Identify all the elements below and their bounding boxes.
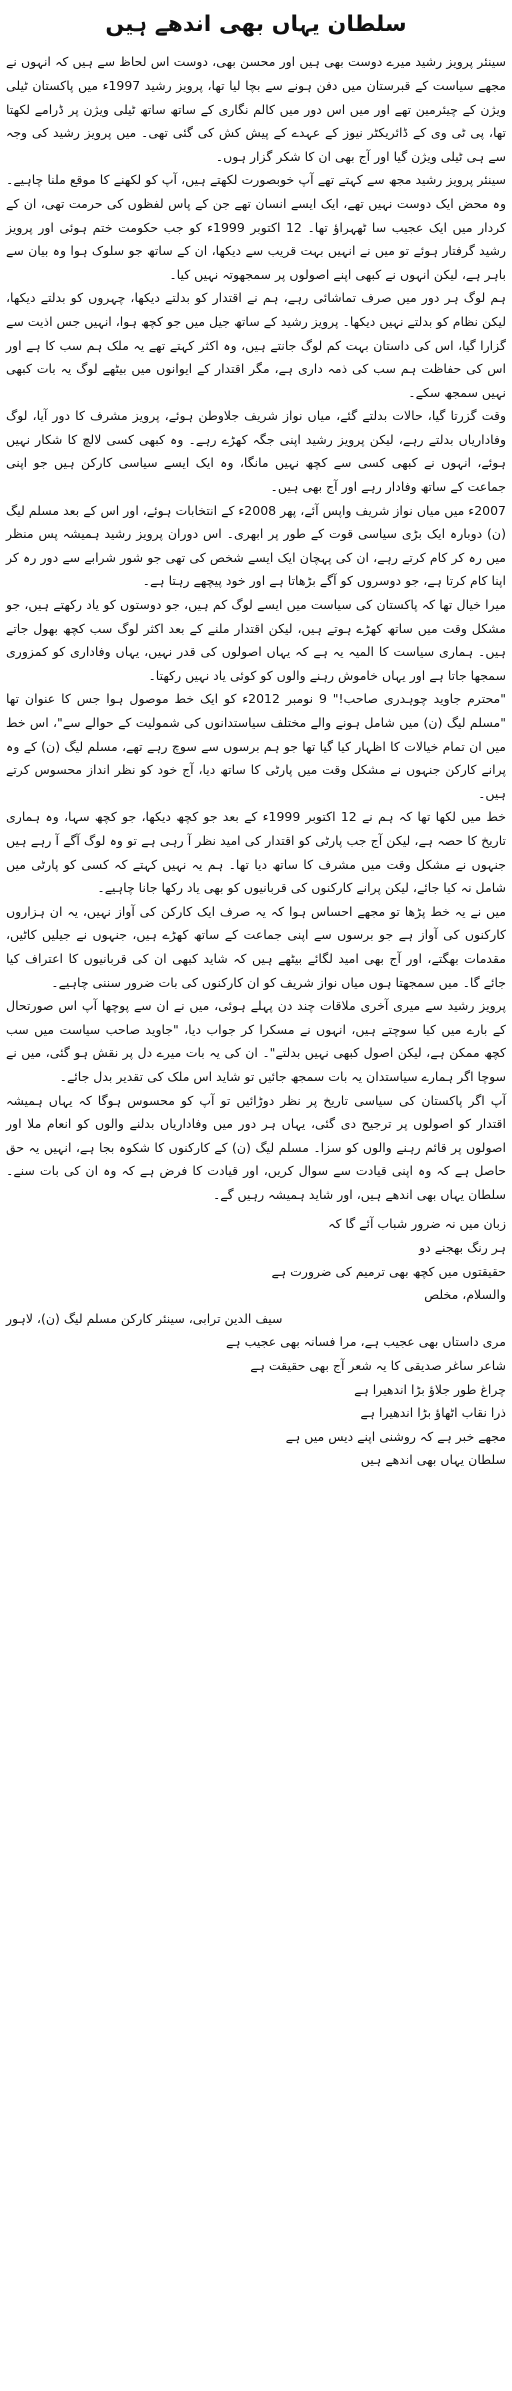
verse-line: والسلام، مخلص xyxy=(424,1287,506,1303)
closing-line: سلطان یہاں بھی اندھے ہیں xyxy=(360,1452,506,1468)
paragraph: آپ اگر پاکستان کی سیاسی تاریخ پر نظر دوڑائیں تو آپ کو محسوس ہوگا کہ یہاں ہمیشہ اقتدار کو اصولوں پر ترجیح دی گئی، یہاں ہر دور میں وفاداریاں بدلنے والوں کو انعام ملا اور اصولوں پر قائم رہنے والوں کو سزا۔ مسلم لیگ (ن) کے کارکنوں کا شکوہ بجا ہے، انہیں یہ حق حاصل ہے کہ وہ اپنی قیادت سے سوال کریں، اور قیادت کا فرض ہے کہ وہ ان کی بات سنے۔ سلطان یہاں بھی اندھے ہیں، اور شاید ہمیشہ رہیں گے۔ xyxy=(6,1092,506,1202)
article-headline: سلطان یہاں بھی اندھے ہیں xyxy=(105,12,407,37)
paragraph: پرویز رشید سے میری آخری ملاقات چند دن پہلے ہوئی، میں نے ان سے پوچھا آپ اس صورتحال کے بارے میں کیا سوچتے ہیں، انہوں نے مسکرا کر جواب دیا، "جاوید صاحب سیاست میں سب کچھ ممکن ہے، لیکن اصول کبھی نہیں بدلتے"۔ ان کی یہ بات میرے دل پر نقش ہو گئی، میں نے سوچا اگر ہمارے سیاستدان یہ بات سمجھ جائیں تو شاید اس ملک کی تقدیر بدل جائے۔ xyxy=(6,998,506,1084)
closing-line: مری داستاں بھی عجیب ہے، مرا فسانہ بھی عجیب ہے xyxy=(225,1334,506,1350)
closing-line: ذرا نقاب اٹھاؤ بڑا اندھیرا ہے xyxy=(360,1405,506,1421)
paragraph: ہم لوگ ہر دور میں صرف تماشائی رہے، ہم نے اقتدار کو بدلتے دیکھا، چہروں کو بدلتے دیکھا، لیکن نظام کو بدلتے نہیں دیکھا۔ پرویز رشید کے ساتھ جیل میں جو کچھ ہوا، انہیں جس اذیت سے گزارا گیا، اس کی داستان بہت کم لوگ جانتے ہیں، وہ اکثر کہتے تھے یہ ملک ہم سب کا ہے اور اس کی حفاظت ہم سب کی ذمہ داری ہے، مگر اقتدار کے ایوانوں میں بیٹھے لوگ یہ بات کبھی نہیں سمجھ سکے۔ xyxy=(6,290,506,400)
letter-signature: سیف الدین ترابی، سینئر کارکن مسلم لیگ (ن)، لاہور xyxy=(6,1310,283,1326)
paragraph: سینئر پرویز رشید مجھ سے کہتے تھے آپ خوبصورت لکھتے ہیں، آپ کو لکھنے کا موقع ملنا چاہیے۔ وہ محض ایک دوست نہیں تھے، ایک ایسے انسان تھے جن کے پاس لفظوں کی حرمت تھی، ان کے کردار میں ایک عجیب سا ٹھہراؤ تھا۔ 12 اکتوبر 1999ء کو جب حکومت ختم ہوئی اور پرویز رشید گرفتار ہوئے تو میں نے انہیں بہت قریب سے دیکھا، ان کے ساتھ جو سلوک ہوا وہ بیان سے باہر ہے، لیکن انہوں نے کبھی اپنے اصولوں پر سمجھوتہ نہیں کیا۔ xyxy=(6,172,506,282)
verse-line: ہر رنگ بھجنے دو xyxy=(419,1240,506,1256)
paragraph: "محترم جاوید چوہدری صاحب!" 9 نومبر 2012ء کو ایک خط موصول ہوا جس کا عنوان تھا "مسلم لیگ (ن) میں شامل ہونے والے مختلف سیاستدانوں کی شمولیت کے حوالے سے"، اس خط میں ان تمام خیالات کا اظہار کیا گیا تھا جو ہم برسوں سے سوچ رہے تھے، مسلم لیگ (ن) کے وہ پرانے کارکن جنہوں نے مشکل وقت میں پارٹی کا ساتھ دیا، آج خود کو نظر انداز محسوس کرتے ہیں۔ xyxy=(6,691,506,801)
paragraph: سینئر پرویز رشید میرے دوست بھی ہیں اور محسن بھی، دوست اس لحاظ سے ہیں کہ انہوں نے مجھے سیاست کے قبرستان میں دفن ہونے سے بچا لیا تھا، پرویز رشید 1997ء میں پاکستان ٹیلی ویژن کے چیئرمین تھے اور میں اس دور میں کالم نگاری کے ساتھ ساتھ ٹیلی ویژن پر ڈرامے لکھتا تھا، پی ٹی وی کے ڈائریکٹر نیوز کے عہدے کے پیش کش کی گئی تھی۔ میں پرویز رشید کی وجہ سے ہی ٹیلی ویژن گیا اور آج بھی ان کا شکر گزار ہوں۔ xyxy=(6,54,506,164)
closing-line: مجھے خبر ہے کہ روشنی اپنے دیس میں ہے xyxy=(285,1428,506,1444)
verse-line: حقیقتوں میں کچھ بھی ترمیم کی ضرورت ہے xyxy=(271,1263,506,1279)
article-body xyxy=(6,50,506,1206)
paragraph: وقت گزرتا گیا، حالات بدلتے گئے، میاں نواز شریف جلاوطن ہوئے، پرویز مشرف کا دور آیا، لوگ وفاداریاں بدلتے رہے، لیکن پرویز رشید اپنی جگہ کھڑے رہے۔ وہ کبھی کسی لالچ کا شکار نہیں ہوئے، انہوں نے کبھی کسی سے کچھ نہیں مانگا، وہ ایک ایسے سیاسی کارکن ہیں جو اپنی جماعت کے ساتھ وفادار رہے اور آج بھی ہیں۔ xyxy=(6,408,506,495)
paragraph: خط میں لکھا تھا کہ ہم نے 12 اکتوبر 1999ء کے بعد جو کچھ دیکھا، جو کچھ سہا، وہ ہماری تاریخ کا حصہ ہے، لیکن آج جب پارٹی کو اقتدار کی امید نظر آ رہی ہے تو وہ لوگ آگے آ رہے ہیں جنہوں نے مشکل وقت میں مشرف کا ساتھ دیا تھا۔ ہم یہ نہیں کہتے کہ کسی کو پارٹی میں شامل نہ کیا جائے، لیکن پرانے کارکنوں کی قربانیوں کو بھی یاد رکھا جانا چاہیے۔ xyxy=(6,809,506,896)
paragraph: میرا خیال تھا کہ پاکستان کی سیاست میں ایسے لوگ کم ہیں، جو دوستوں کو یاد رکھتے ہیں، جو مشکل وقت میں ساتھ کھڑے ہوتے ہیں، لیکن اقتدار ملنے کے بعد اکثر لوگ سب کچھ بھول جاتے ہیں۔ ہماری سیاست کا المیہ یہ ہے کہ یہاں اصولوں کی قدر نہیں، یہاں وفاداری کو کمزوری سمجھا جاتا ہے اور یہاں خاموش رہنے والوں کو کوئی یاد نہیں رکھتا۔ xyxy=(6,597,506,683)
closing-line: چراغ طور جلاؤ بڑا اندھیرا ہے xyxy=(354,1381,506,1397)
closing-verse xyxy=(6,1212,506,1472)
verse-line: زبان میں نہ ضرور شباب آئے گا کہ xyxy=(328,1216,506,1232)
paragraph: میں نے یہ خط پڑھا تو مجھے احساس ہوا کہ یہ صرف ایک کارکن کی آواز نہیں، یہ ان ہزاروں کارکنوں کی آواز ہے جو برسوں سے اپنی جماعت کے ساتھ کھڑے ہیں، جنہوں نے جیلیں کاٹیں، مقدمات بھگتے، اور آج بھی امید لگائے بیٹھے ہیں کہ شاید کبھی ان کی قربانیوں کا اعتراف کیا جائے گا۔ میں سمجھتا ہوں میاں نواز شریف کو ان کارکنوں کی بات ضرور سننی چاہیے۔ xyxy=(6,903,506,990)
paragraph: 2007ء میں میاں نواز شریف واپس آئے، پھر 2008ء کے انتخابات ہوئے، اور اس کے بعد مسلم لیگ (ن) دوبارہ ایک بڑی سیاسی قوت کے طور پر ابھری۔ اس دوران پرویز رشید ہمیشہ پس منظر میں رہ کر کام کرتے رہے، ان کی پہچان ایک ایسے شخص کی تھی جو شور شرابے سے دور رہ کر اپنا کام کرتا ہے، جو دوسروں کو آگے بڑھاتا ہے اور خود پیچھے رہتا ہے۔ xyxy=(6,502,506,589)
closing-line: شاعر ساغر صدیقی کا یہ شعر آج بھی حقیقت ہے xyxy=(250,1358,506,1374)
